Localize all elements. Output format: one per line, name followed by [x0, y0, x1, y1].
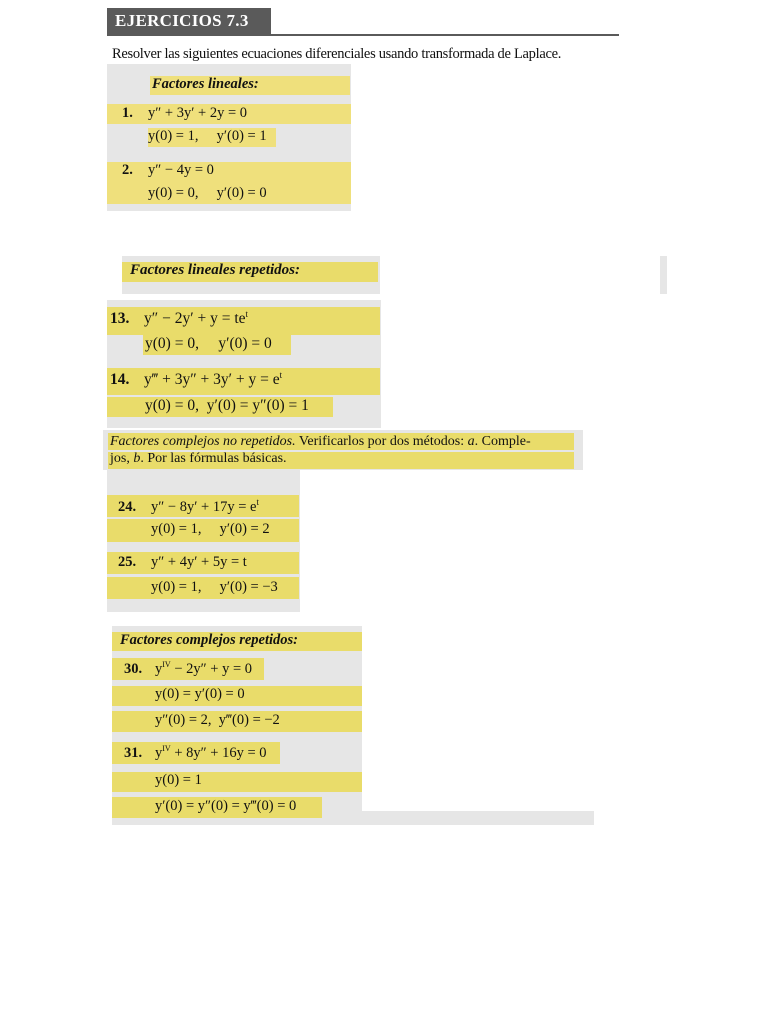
equation: y″ − 4y = 0 [148, 162, 214, 178]
problem-number: 24. [118, 498, 137, 515]
initial-conditions: y(0) = 1, y′(0) = −3 [151, 579, 278, 595]
section-title-linear: Factores lineales: [152, 76, 259, 92]
initial-conditions: y(0) = 0, y′(0) = 0 [148, 185, 267, 201]
section-title-repeated-linear: Factores lineales repetidos: [130, 262, 300, 278]
initial-conditions: y(0) = 0, y′(0) = 0 [145, 335, 272, 352]
line-start: jos, [110, 451, 130, 466]
section-description [110, 433, 580, 467]
problem-31 [124, 744, 267, 762]
instructions: Resolver las siguientes ecuaciones diferenciales usando transformada de Laplace. [112, 46, 562, 62]
exponent: t [256, 497, 259, 507]
problem-number: 2. [122, 162, 133, 178]
problem-2 [122, 162, 214, 179]
problem-13 [110, 309, 248, 328]
problem-1 [122, 105, 247, 122]
method-b-text: . Por las fórmulas básicas. [140, 451, 287, 466]
margin-mark [660, 256, 667, 294]
equation-start: y [155, 660, 163, 677]
exponent: IV [162, 660, 171, 669]
initial-conditions: y(0) = 0, y′(0) = y″(0) = 1 [145, 397, 309, 414]
condition-highlight [112, 772, 362, 792]
problem-number: 31. [124, 744, 143, 761]
problem-24 [118, 497, 259, 516]
equation: − 2y″ + y = 0 [170, 660, 253, 677]
section-title-complex-repeated: Factores complejos repetidos: [120, 632, 299, 648]
equation-start: y [155, 744, 163, 761]
equation: y″ − 8y′ + 17y = e [151, 498, 257, 515]
problem-number: 14. [110, 371, 130, 389]
initial-conditions: y(0) = 1, y′(0) = 1 [148, 128, 267, 144]
initial-conditions: y″(0) = 2, y‴(0) = −2 [155, 712, 280, 728]
problem-25 [118, 554, 247, 571]
section-title-complex-nonrepeated: Factores complejos no repetidos. [110, 434, 296, 449]
exponent: t [245, 309, 249, 319]
problem-number: 1. [122, 105, 133, 121]
exercises-title: EJERCICIOS 7.3 [107, 8, 271, 34]
initial-conditions: y′(0) = y″(0) = y‴(0) = 0 [155, 798, 297, 814]
problem-number: 25. [118, 554, 137, 570]
exponent: IV [162, 744, 171, 753]
equation: y″ + 4y′ + 5y = t [151, 554, 247, 570]
equation: y″ − 2y′ + y = te [144, 310, 246, 328]
method-a-text: . Comple- [474, 434, 531, 449]
problem-number: 13. [110, 310, 130, 328]
initial-conditions: y(0) = y′(0) = 0 [155, 686, 245, 702]
problem-30 [124, 660, 252, 678]
title-rule [107, 34, 619, 36]
description-text: Verificarlos por dos métodos: [298, 434, 465, 449]
exponent: t [279, 370, 283, 380]
method-a-label: a [467, 434, 475, 449]
method-b-label: b [133, 451, 141, 466]
problem-14 [110, 370, 282, 389]
equation: y‴ + 3y″ + 3y′ + y = e [144, 371, 280, 389]
equation: + 8y″ + 16y = 0 [170, 744, 267, 761]
initial-conditions: y(0) = 1 [155, 772, 202, 788]
problem-number: 30. [124, 660, 143, 677]
initial-conditions: y(0) = 1, y′(0) = 2 [151, 521, 270, 537]
equation: y″ + 3y′ + 2y = 0 [148, 105, 247, 121]
